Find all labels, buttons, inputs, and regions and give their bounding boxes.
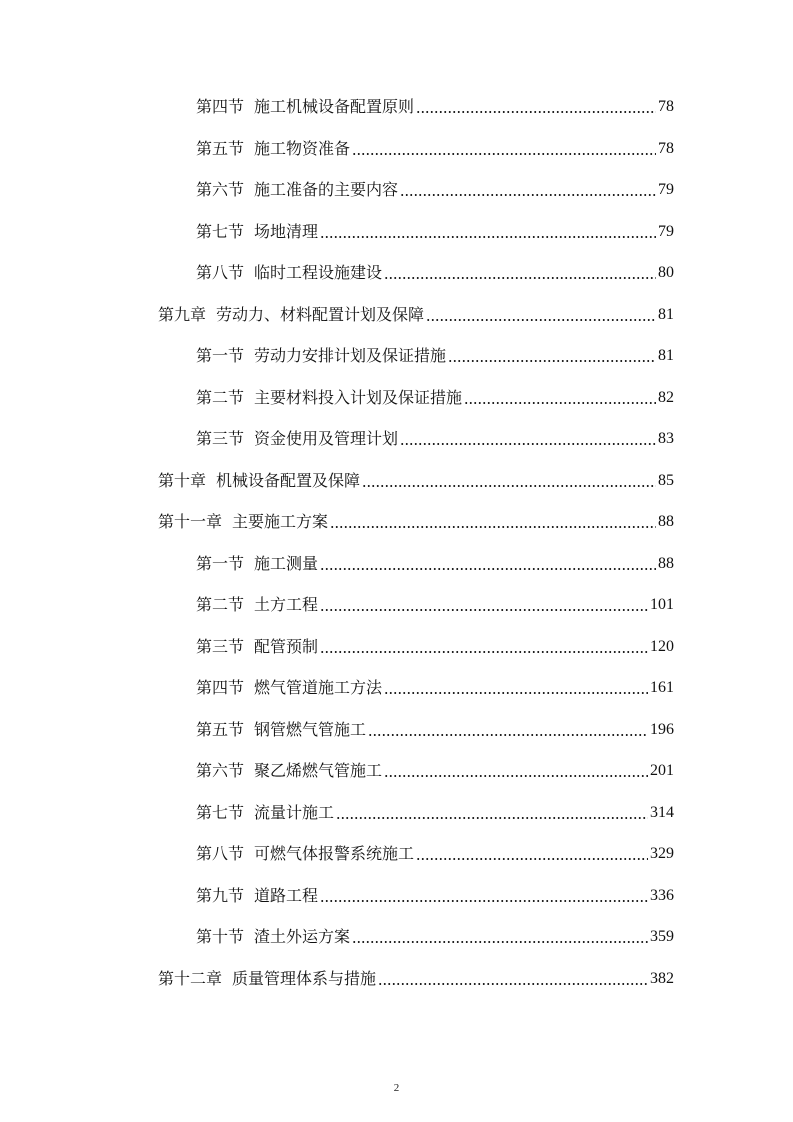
toc-entry[interactable]	[196, 835, 674, 865]
toc-entry[interactable]	[196, 628, 674, 658]
toc-dot-leader	[330, 526, 656, 528]
toc-entry-label	[196, 345, 446, 367]
toc-entry-page: 101	[650, 596, 674, 613]
toc-entry-page: 88	[658, 513, 674, 530]
toc-entry-title: 聚乙烯燃气管施工	[254, 761, 383, 780]
toc-entry-prefix: 第九节	[196, 885, 245, 905]
toc-entry-page: 81	[658, 305, 674, 323]
toc-entry-title: 道路工程	[254, 885, 319, 905]
toc-entry-prefix: 第五节	[196, 138, 245, 158]
toc-entry-label	[196, 428, 398, 450]
toc-entry-label	[196, 677, 382, 699]
toc-entry-page: 81	[658, 347, 674, 364]
toc-dot-leader	[416, 111, 656, 113]
toc-entry-prefix: 第四节	[196, 678, 245, 697]
toc-entry-label	[158, 511, 328, 533]
toc-chapter-entry[interactable]	[158, 503, 674, 533]
toc-entry-prefix: 第十一章	[158, 512, 223, 531]
toc-entry-label	[196, 802, 334, 824]
toc-entry-title: 钢管燃气管施工	[254, 719, 367, 739]
toc-entry-title: 临时工程设施建设	[254, 263, 383, 282]
toc-entry[interactable]	[196, 586, 674, 616]
toc-entry-label	[196, 387, 462, 409]
toc-dot-leader	[416, 858, 648, 860]
toc-entry-title: 施工机械设备配置原则	[254, 97, 415, 116]
toc-entry-label	[196, 760, 382, 782]
toc-dot-leader	[362, 485, 656, 487]
toc-entry-title: 主要施工方案	[232, 512, 329, 531]
toc-dot-leader	[464, 402, 656, 404]
toc-entry[interactable]	[196, 918, 674, 948]
toc-entry-title: 质量管理体系与措施	[232, 968, 377, 988]
toc-entry-page: 85	[658, 471, 674, 489]
toc-entry[interactable]	[196, 711, 674, 741]
toc-entry-prefix: 第七节	[196, 802, 245, 822]
toc-dot-leader	[384, 775, 648, 777]
toc-entry-label	[196, 221, 318, 243]
toc-entry-page: 196	[650, 720, 674, 738]
toc-entry-label	[196, 594, 318, 616]
toc-entry-prefix: 第二节	[196, 387, 245, 407]
toc-entry-title: 土方工程	[254, 595, 319, 614]
toc-entry-label	[196, 636, 318, 658]
toc-entry-label	[196, 262, 382, 284]
toc-entry[interactable]	[196, 171, 674, 201]
toc-entry[interactable]	[196, 88, 674, 118]
toc-entry[interactable]	[196, 877, 674, 907]
toc-dot-leader	[368, 734, 648, 736]
toc-entry-page: 79	[658, 181, 674, 198]
toc-entry-title: 配管预制	[254, 636, 319, 656]
toc-entry-prefix: 第一节	[196, 553, 245, 573]
toc-entry-page: 120	[650, 637, 674, 655]
toc-entry-title: 主要材料投入计划及保证措施	[254, 387, 463, 407]
toc-entry-title: 可燃气体报警系统施工	[254, 844, 415, 863]
toc-entry-page: 314	[650, 803, 674, 821]
toc-dot-leader	[384, 692, 648, 694]
toc-entry-label	[196, 138, 350, 160]
toc-entry-label	[196, 96, 414, 118]
toc-chapter-entry[interactable]	[158, 462, 674, 492]
toc-entry-prefix: 第五节	[196, 719, 245, 739]
toc-entry-prefix: 第二节	[196, 595, 245, 614]
toc-entry-page: 336	[650, 886, 674, 904]
toc-entry-prefix: 第八节	[196, 844, 245, 863]
toc-entry-label	[158, 304, 424, 326]
toc-entry-title: 场地清理	[254, 221, 319, 241]
toc-entry-prefix: 第十章	[158, 470, 207, 490]
toc-entry-page: 201	[650, 762, 674, 779]
toc-entry-prefix: 第七节	[196, 221, 245, 241]
toc-entry-label	[196, 885, 318, 907]
toc-dot-leader	[426, 319, 656, 321]
toc-dot-leader	[320, 651, 648, 653]
page-number: 2	[393, 1082, 400, 1094]
toc-entry[interactable]	[196, 213, 674, 243]
toc-dot-leader	[384, 277, 656, 279]
toc-entry-title: 施工准备的主要内容	[254, 180, 399, 199]
toc-entry-title: 渣土外运方案	[254, 927, 351, 946]
toc-entry-page: 78	[658, 139, 674, 157]
toc-entry-label	[196, 179, 398, 201]
toc-entry[interactable]	[196, 752, 674, 782]
toc-entry-prefix: 第一节	[196, 346, 245, 365]
toc-entry-title: 流量计施工	[254, 802, 335, 822]
toc-entry-title: 施工物资准备	[254, 138, 351, 158]
toc-entry-prefix: 第四节	[196, 97, 245, 116]
toc-entry-prefix: 第六节	[196, 761, 245, 780]
toc-entry-label	[196, 926, 350, 948]
toc-entry-page: 83	[658, 430, 674, 447]
toc-entry-page: 161	[650, 679, 674, 696]
toc-entry-page: 88	[658, 554, 674, 572]
toc-entry-page: 80	[658, 264, 674, 281]
toc-entry-prefix: 第十二章	[158, 968, 223, 988]
toc-dot-leader	[400, 194, 656, 196]
toc-entry-label	[158, 968, 376, 990]
toc-entry-label	[196, 553, 318, 575]
toc-entry-label	[158, 470, 360, 492]
toc-entry-page: 78	[658, 98, 674, 115]
toc-entry-page: 382	[650, 969, 674, 987]
toc-entry-page: 329	[650, 845, 674, 862]
toc-chapter-entry[interactable]	[158, 960, 674, 990]
toc-dot-leader	[320, 568, 656, 570]
toc-entry-title: 燃气管道施工方法	[254, 678, 383, 697]
toc-entry-prefix: 第三节	[196, 429, 245, 448]
toc-entry-prefix: 第六节	[196, 180, 245, 199]
toc-entry-title: 机械设备配置及保障	[216, 470, 361, 490]
toc-entry[interactable]	[196, 669, 674, 699]
toc-dot-leader	[448, 360, 656, 362]
toc-entry[interactable]	[196, 794, 674, 824]
toc-dot-leader	[352, 941, 648, 943]
toc-entry-page: 359	[650, 928, 674, 945]
toc-entry[interactable]	[196, 379, 674, 409]
toc-dot-leader	[320, 900, 648, 902]
toc-entry[interactable]	[196, 130, 674, 160]
toc-chapter-entry[interactable]	[158, 296, 674, 326]
toc-entry-prefix: 第八节	[196, 263, 245, 282]
toc-entry-title: 劳动力安排计划及保证措施	[254, 346, 447, 365]
toc-entry-page: 82	[658, 388, 674, 406]
toc-dot-leader	[400, 443, 656, 445]
toc-entry-title: 资金使用及管理计划	[254, 429, 399, 448]
toc-dot-leader	[352, 153, 656, 155]
toc-entry-title: 劳动力、材料配置计划及保障	[216, 304, 425, 324]
toc-entry[interactable]	[196, 337, 674, 367]
toc-entry-label	[196, 719, 366, 741]
toc-dot-leader	[336, 817, 648, 819]
toc-dot-leader	[320, 236, 656, 238]
toc-entry[interactable]	[196, 254, 674, 284]
toc-entry[interactable]	[196, 420, 674, 450]
toc-entry-prefix: 第九章	[158, 304, 207, 324]
toc-entry[interactable]	[196, 545, 674, 575]
toc-entry-prefix: 第三节	[196, 636, 245, 656]
toc-dot-leader	[320, 609, 648, 611]
toc-entry-page: 79	[658, 222, 674, 240]
toc-entry-title: 施工测量	[254, 553, 319, 573]
toc-entry-prefix: 第十节	[196, 927, 245, 946]
toc-dot-leader	[378, 983, 648, 985]
toc-entry-label	[196, 843, 414, 865]
